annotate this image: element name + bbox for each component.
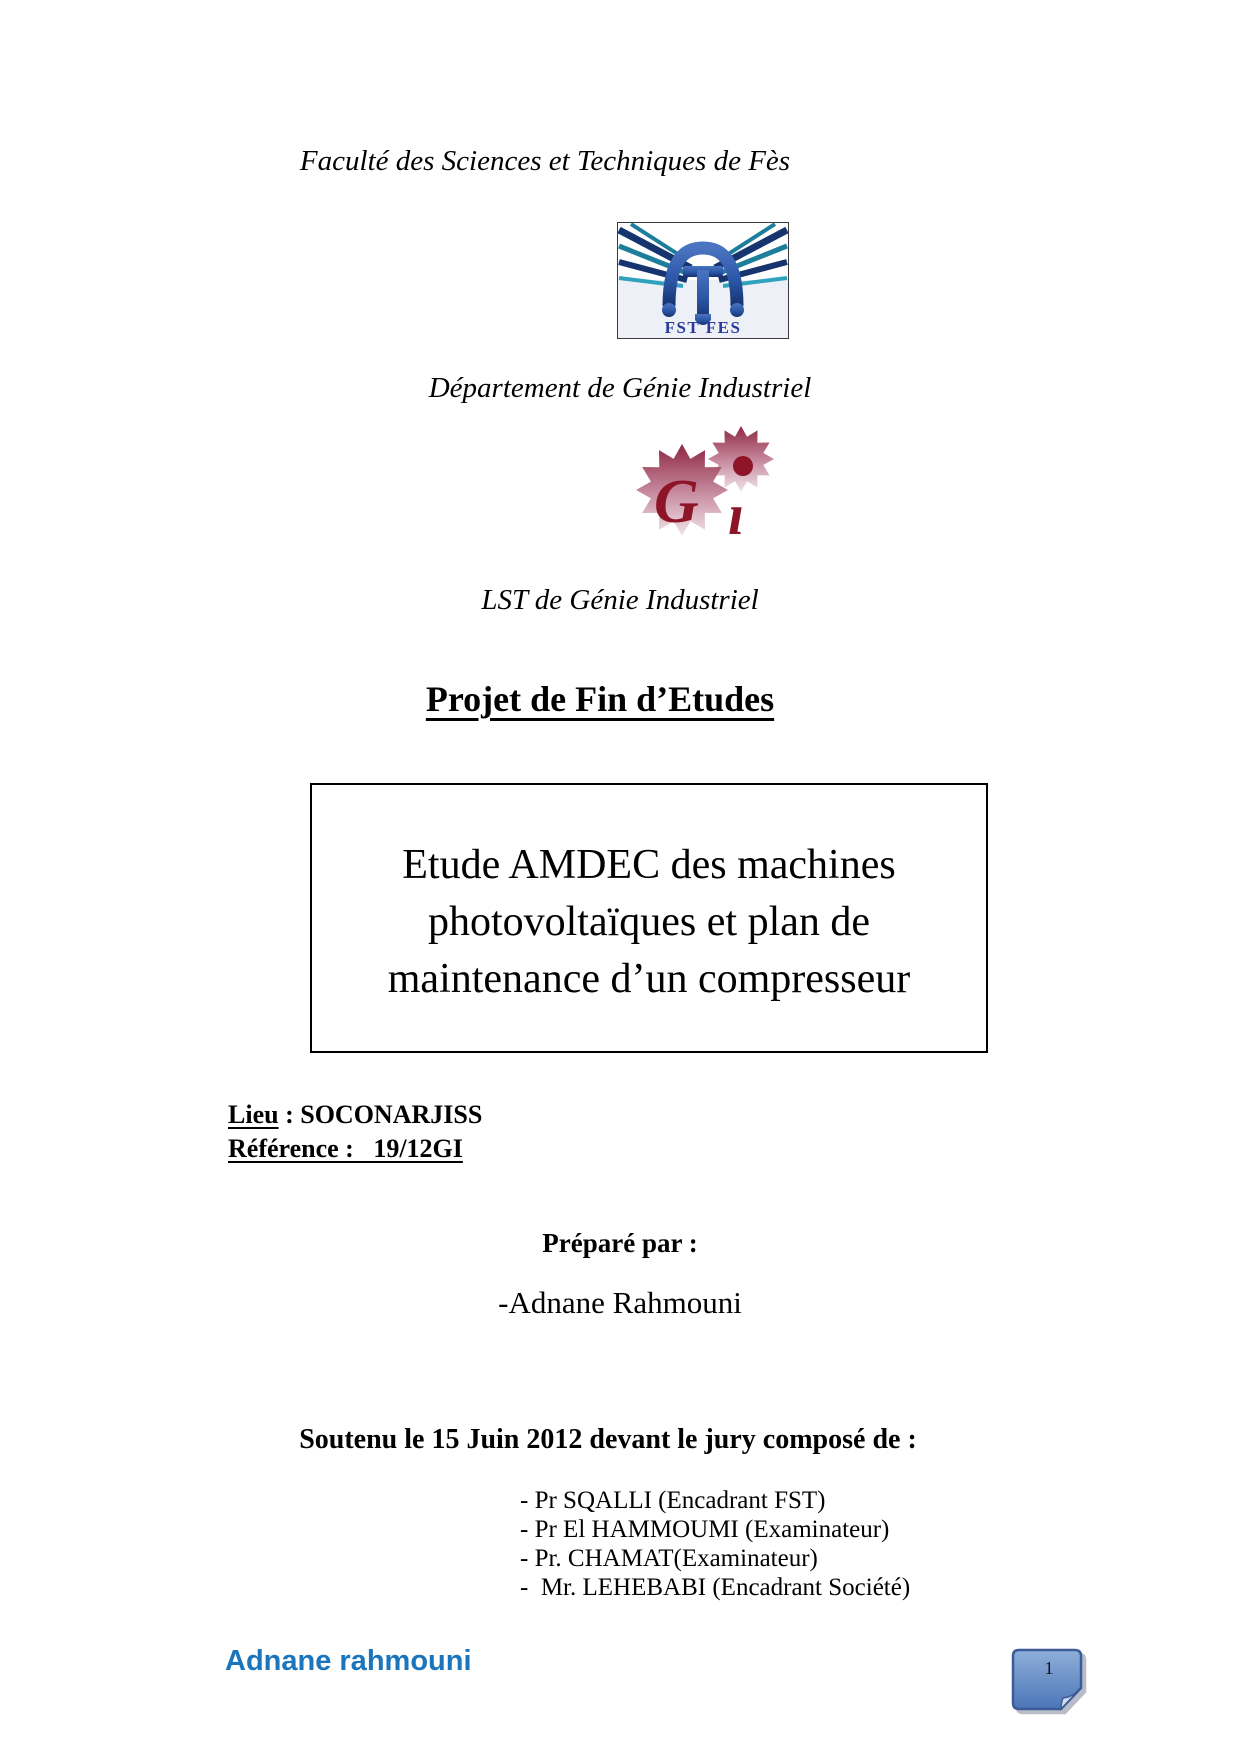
project-title-box (310, 783, 988, 1053)
footer-author-name: Adnane rahmouni (225, 1645, 472, 1677)
location-line (228, 1100, 482, 1130)
pfe-heading-text: Projet de Fin d’Etudes (425, 679, 775, 719)
location-label: Lieu (228, 1100, 279, 1129)
fst-fes-logo (617, 222, 789, 339)
page-number: 1 (1044, 1658, 1054, 1678)
gi-logo (636, 420, 776, 548)
project-title-line-3: maintenance d’un compresseur (387, 955, 911, 1002)
author-name: -Adnane Rahmouni (498, 1285, 742, 1320)
page-number-badge (1011, 1648, 1085, 1714)
jury-member: - Pr El HAMMOUMI (Examinateur) (520, 1516, 890, 1543)
pfe-heading (0, 678, 1200, 720)
project-title-line-1: Etude AMDEC des machines (402, 841, 896, 888)
gi-letter-i: ı (728, 482, 745, 547)
reference-text: Référence : 19/12GI (228, 1134, 463, 1163)
lst-title: LST de Génie Industriel (481, 584, 759, 616)
gi-letter-i-dot (733, 456, 753, 476)
jury-member: - Mr. LEHEBABI (Encadrant Société) (520, 1574, 911, 1601)
faculty-title: Faculté des Sciences et Techniques de Fès (299, 145, 791, 177)
jury-member: - Pr. CHAMAT(Examinateur) (520, 1545, 818, 1572)
prepared-by-label: Préparé par : (542, 1228, 698, 1258)
jury-list (520, 1486, 910, 1602)
department-title: Département de Génie Industriel (428, 372, 812, 404)
reference-line (228, 1134, 463, 1164)
jury-member: - Pr SQALLI (Encadrant FST) (520, 1487, 826, 1514)
project-title-line-2: photovoltaïques et plan de (427, 898, 871, 945)
fst-logo-caption: FST FES (664, 318, 742, 337)
gi-letter-g: G (654, 468, 699, 536)
jury-heading: Soutenu le 15 Juin 2012 devant le jury composé de : (299, 1424, 917, 1455)
location-value: : SOCONARJISS (278, 1100, 483, 1129)
